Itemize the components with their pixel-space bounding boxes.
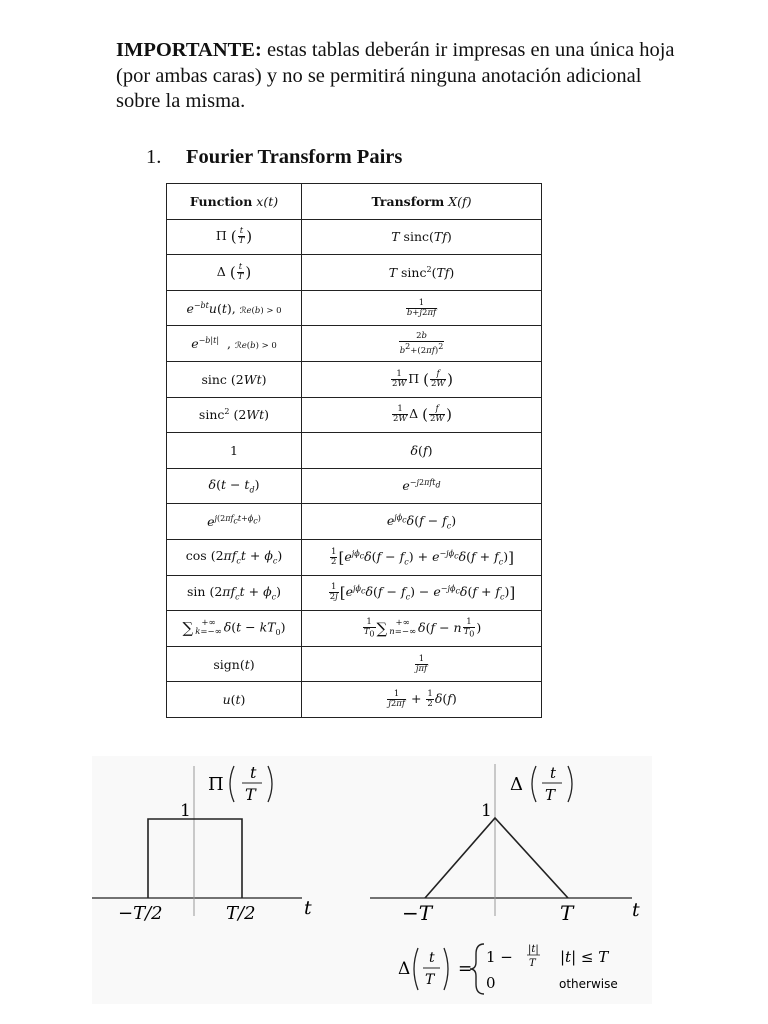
function-cell: $\delta(t - t_d)$ (167, 468, 302, 504)
transform-cell: $e^{j\phi_c}\delta(f - f_c)$ (302, 504, 542, 540)
tri-frac-den: T (545, 786, 556, 804)
header-function: Function x(t) (167, 184, 302, 220)
def-right-paren (444, 948, 448, 990)
def-frac-num: t (429, 950, 435, 966)
rect-plot (92, 763, 312, 924)
table-row (167, 290, 542, 326)
intro-paragraph (116, 38, 676, 115)
table-row (167, 255, 542, 291)
def-equals: = (458, 959, 473, 979)
tri-left-paren (532, 766, 536, 802)
transform-cell: T sinc(Tf) (302, 219, 542, 255)
table-row (167, 682, 542, 718)
function-cell: Π ( $\frac{t}{T}$ ) (167, 219, 302, 255)
def-frac-den: T (425, 972, 435, 988)
table-row (167, 326, 542, 362)
function-cell: u(t) (167, 682, 302, 718)
function-cell: $e^{j(2\pi f_ct+\phi_c)}$ (167, 504, 302, 540)
table-row (167, 433, 542, 469)
function-cell: 1 (167, 433, 302, 469)
function-cell: sign(t) (167, 646, 302, 682)
rect-x-left-label: −T/2 (118, 903, 163, 924)
tri-plot (370, 764, 640, 925)
transform-cell: $\frac{1}{2j}$ $[e^{j\phi_c}\delta(f - f_c) - e^{-j\phi_c}\delta(f + f_c)]$ (302, 575, 542, 611)
tri-delta-label: Δ (510, 774, 523, 795)
table-row (167, 611, 542, 647)
tri-pulse (425, 818, 568, 898)
section-heading (146, 146, 402, 169)
plots-svg (92, 756, 652, 1004)
function-cell: sinc (2Wt) (167, 361, 302, 397)
section-title: Fourier Transform Pairs (186, 146, 403, 168)
table-row (167, 219, 542, 255)
section-number: 1. (146, 146, 162, 168)
transform-cell: $\frac{2b}{b^2+(2\pi f)^2}$ (302, 326, 542, 362)
table-row (167, 575, 542, 611)
rect-frac-num: t (250, 763, 257, 782)
def-case2-cond: otherwise (559, 977, 618, 991)
def-case1-cond: |t| ≤ T (560, 948, 609, 966)
function-cell: $e^{-bt}u(t)$, ℛe(b) > 0 (167, 290, 302, 326)
transform-cell: 1 jπf (302, 646, 542, 682)
table-row (167, 646, 542, 682)
function-plots (92, 756, 652, 1004)
tri-x-left-label: −T (402, 901, 433, 925)
function-cell: $\sin (2\pi f_ct + \phi_c)$ (167, 575, 302, 611)
def-delta-label: Δ (398, 959, 411, 979)
rect-right-paren (268, 766, 272, 802)
tri-x-right-label: T (560, 901, 574, 925)
transform-cell: T sinc$^2$(Tf) (302, 255, 542, 291)
tri-definition (398, 944, 618, 994)
fourier-table (166, 183, 542, 718)
function-cell: $\cos (2\pi f_ct + \phi_c)$ (167, 539, 302, 575)
function-cell: $e^{-b|t|}$ , ℛe(b) > 0 (167, 326, 302, 362)
rect-pulse (148, 819, 242, 898)
def-left-paren (414, 948, 418, 990)
table-row (167, 504, 542, 540)
rect-x-right-label: T/2 (226, 903, 256, 924)
function-cell: ∑ +∞ k=−∞ $\delta(t - kT_0)$ (167, 611, 302, 647)
def-case2-value: 0 (486, 974, 496, 992)
table-row (167, 539, 542, 575)
def-case1-frac-num: |t| (528, 944, 539, 955)
table-row (167, 361, 542, 397)
tri-axis-t-label: t (632, 899, 640, 921)
def-case1-value: 1 − (486, 948, 513, 966)
transform-cell: $\frac{1}{2W}$ Δ ( $\frac{f}{2W}$ ) (302, 397, 542, 433)
transform-cell: $\frac{1}{b+j2\pi f}$ (302, 290, 542, 326)
transform-cell: $\frac{1}{T_0}$ ∑ +∞ n=−∞ δ(f − n $\frac{1}{T_0}$ ) (302, 611, 542, 647)
transform-cell: $e^{-j2\pi ft_d}$ (302, 468, 542, 504)
header-transform: Transform X(f) (302, 184, 542, 220)
transform-cell: δ(f) (302, 433, 542, 469)
tri-peak-label: 1 (481, 801, 492, 821)
def-case1-frac-den: T (529, 958, 536, 969)
rect-pi-label: Π (208, 774, 224, 795)
transform-cell: $\frac{1}{2}$ $[e^{j\phi_c}\delta(f - f_c) + e^{-j\phi_c}\delta(f + f_c)]$ (302, 539, 542, 575)
table-row (167, 397, 542, 433)
rect-height-label: 1 (180, 801, 191, 821)
rect-axis-t-label: t (304, 897, 312, 919)
transform-cell: $\frac{1}{j2\pi f}$ + $\frac{1}{2}$ δ(f) (302, 682, 542, 718)
table-header-row (167, 184, 542, 220)
tri-right-paren (568, 766, 572, 802)
tri-frac-num: t (550, 764, 557, 782)
function-cell: sinc$^2$ (2Wt) (167, 397, 302, 433)
rect-left-paren (230, 766, 234, 802)
table-row (167, 468, 542, 504)
rect-frac-den: T (245, 785, 256, 804)
intro-bold: IMPORTANTE: (116, 39, 262, 61)
intro-text: estas tablas deberán ir impresas en una única hoja (por ambas caras) y no se permitirá ninguna anotación adicional sobre la misma. (116, 39, 675, 112)
def-brace (470, 944, 484, 994)
transform-cell: $\frac{1}{2W}$ Π ( $\frac{f}{2W}$ ) (302, 361, 542, 397)
function-cell: Δ ( $\frac{t}{T}$ ) (167, 255, 302, 291)
